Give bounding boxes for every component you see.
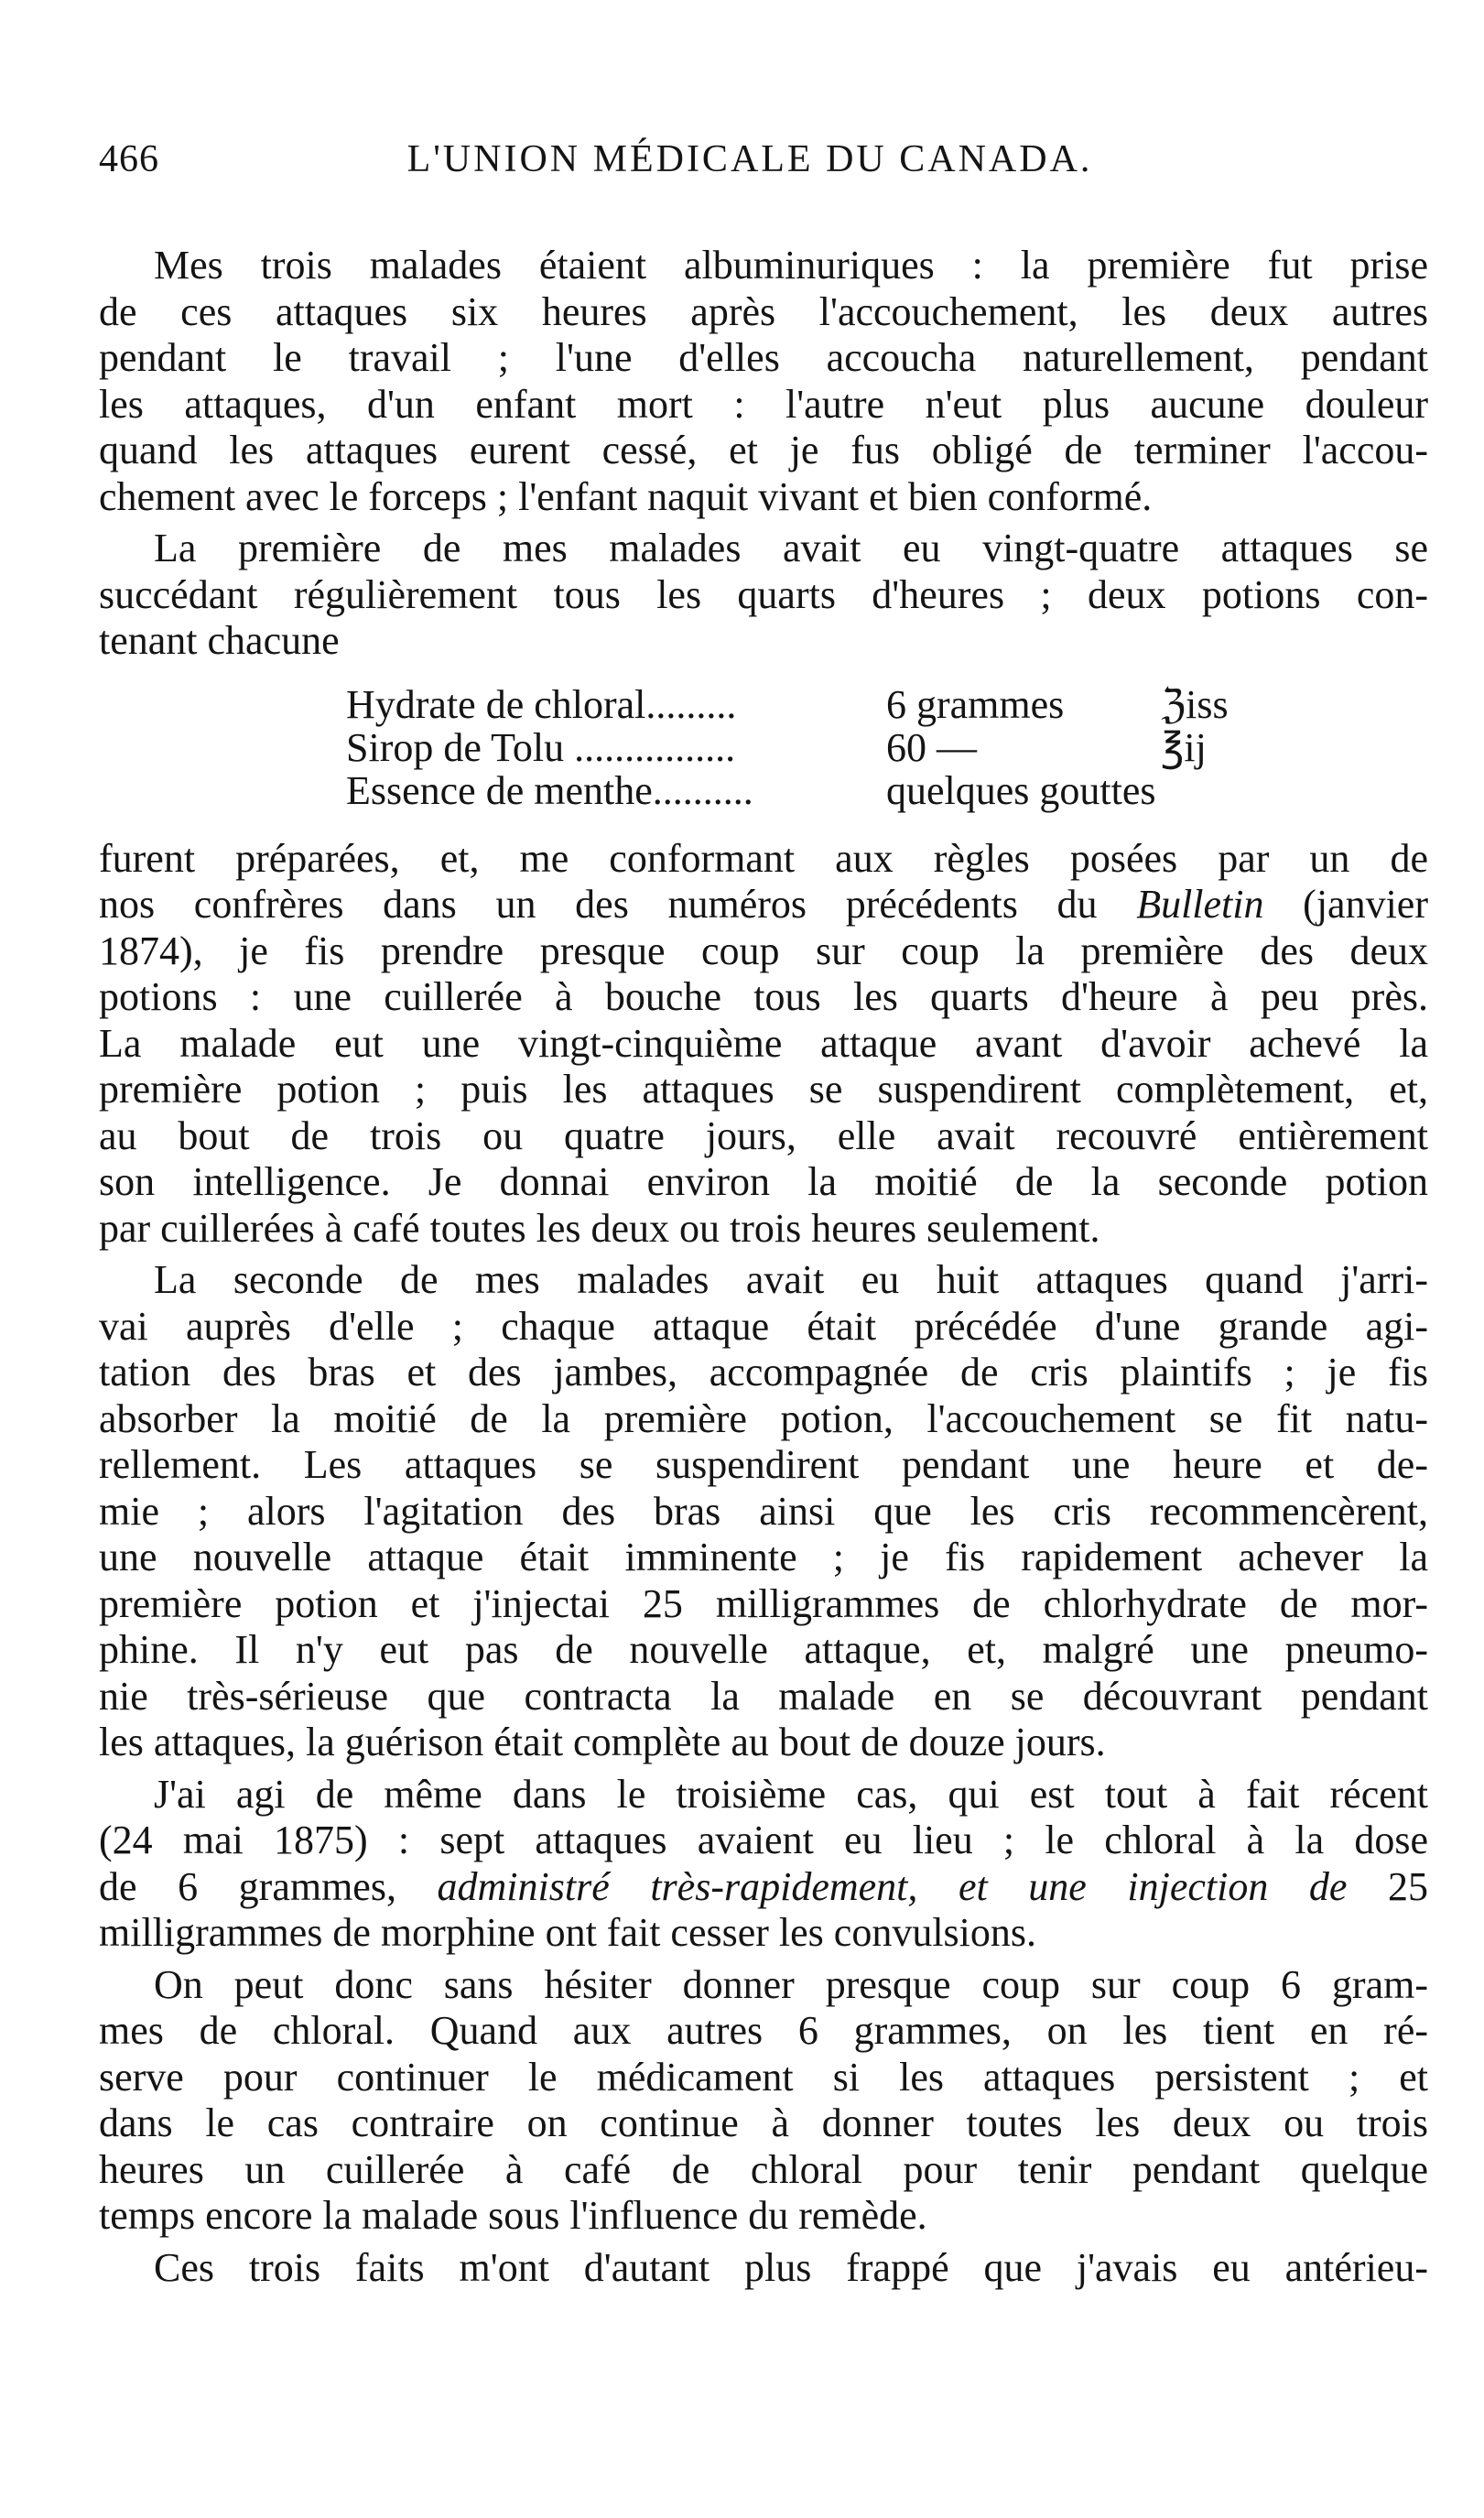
text-line: On peut donc sans hésiter donner presque coup sur coup 6 gram- bbox=[154, 1961, 1428, 2007]
text-segment: de 6 grammes, bbox=[99, 1863, 438, 1909]
formula-ingredient: Hydrate de chloral......... bbox=[346, 681, 737, 727]
text-line: Mes trois malades étaient albuminuriques : la première fut prise bbox=[154, 243, 1428, 288]
text-line: tenant chacune bbox=[99, 618, 340, 663]
text-line: potions : une cuillerée à bouche tous les quarts d'heure à peu près. bbox=[99, 974, 1428, 1019]
text-line: serve pour continuer le médicament si les attaques persistent ; et bbox=[99, 2054, 1428, 2100]
formula-row bbox=[346, 683, 1289, 726]
journal-title: Bulletin bbox=[1136, 882, 1264, 927]
formula-ingredient: Sirop de Tolu ................ bbox=[346, 724, 736, 770]
text-line: La première de mes malades avait eu vingt-quatre attaques se bbox=[154, 526, 1428, 570]
text-line: phine. Il n'y eut pas de nouvelle attaque, et, malgré une pneumo- bbox=[99, 1627, 1428, 1672]
text-line: quand les attaques eurent cessé, et je fus obligé de terminer l'accou- bbox=[99, 428, 1428, 472]
text-line: milligrammes de morphine ont fait cesser les convulsions. bbox=[99, 1910, 1037, 1955]
document-page bbox=[99, 137, 1428, 2296]
article-body bbox=[99, 243, 1428, 2291]
text-line: première potion ; puis les attaques se suspendirent complètement, et, bbox=[99, 1067, 1428, 1112]
text-line: succédant régulièrement tous les quarts d'heures ; deux potions con- bbox=[99, 571, 1428, 617]
text-line: temps encore la malade sous l'influence du remède. bbox=[99, 2193, 927, 2238]
formula-row bbox=[346, 769, 1289, 812]
paragraph-4 bbox=[99, 1257, 1428, 1766]
text-line: dans le cas contraire on continue à donner toutes les deux ou trois bbox=[99, 2100, 1428, 2145]
formula-ingredient: Essence de menthe.......... bbox=[346, 767, 753, 813]
formula-apothecary-unit: ℥ij bbox=[1161, 724, 1207, 770]
text-line: tation des bras et des jambes, accompagnée de cris plaintifs ; je fis bbox=[99, 1350, 1428, 1395]
text-line: mie ; alors l'agitation des bras ainsi que les cris recommencèrent, bbox=[99, 1488, 1428, 1534]
formula-quantity: quelques gouttes bbox=[886, 767, 1156, 813]
text-segment: 25 bbox=[1347, 1863, 1429, 1909]
formula-apothecary-unit bbox=[1161, 769, 1289, 812]
paragraph-7 bbox=[99, 2245, 1428, 2292]
text-line: mes de chloral. Quand aux autres 6 grammes, on les tient en ré- bbox=[99, 2008, 1428, 2053]
text-line: rellement. Les attaques se suspendirent pendant une heure et de- bbox=[99, 1442, 1428, 1487]
formula-quantity: 60 — bbox=[886, 724, 977, 770]
text-line bbox=[99, 1864, 1428, 1911]
text-line: La seconde de mes malades avait eu huit attaques quand j'arri- bbox=[154, 1257, 1428, 1302]
text-line: furent préparées, et, me conformant aux règles posées par un de bbox=[99, 835, 1428, 881]
text-line bbox=[99, 882, 1428, 928]
text-line: par cuillerées à café toutes les deux ou trois heures seulement. bbox=[99, 1205, 1100, 1251]
running-title: L'UNION MÉDICALE DU CANADA. bbox=[406, 138, 1093, 180]
text-line: au bout de trois ou quatre jours, elle avait recouvré entièrement bbox=[99, 1112, 1428, 1158]
prescription-formula bbox=[346, 683, 1289, 812]
text-line: 1874), je fis prendre presque coup sur coup la première des deux bbox=[99, 928, 1428, 973]
text-line: J'ai agi de même dans le troisième cas, qui est tout à fait récent bbox=[154, 1771, 1428, 1817]
text-line: Ces trois faits m'ont d'autant plus frappé que j'avais eu antérieu- bbox=[154, 2244, 1428, 2290]
text-line: première potion et j'injectai 25 milligrammes de chlorhydrate de mor- bbox=[99, 1580, 1428, 1626]
text-line: absorber la moitié de la première potion, l'accouchement se fit natu- bbox=[99, 1395, 1428, 1441]
formula-quantity: 6 grammes bbox=[886, 681, 1065, 727]
text-line: pendant le travail ; l'une d'elles accoucha naturellement, pendant bbox=[99, 335, 1428, 380]
paragraph-5 bbox=[99, 1772, 1428, 1957]
italic-segment: administré très-rapidement, et une injection de bbox=[437, 1863, 1348, 1909]
text-line: son intelligence. Je donnai environ la moitié de la seconde potion bbox=[99, 1159, 1428, 1204]
formula-row bbox=[346, 726, 1289, 769]
paragraph-1 bbox=[99, 243, 1428, 520]
text-line: heures un cuillerée à café de chloral pour tenir pendant quelque bbox=[99, 2146, 1428, 2192]
page-number: 466 bbox=[99, 138, 159, 180]
paragraph-3 bbox=[99, 836, 1428, 1253]
text-segment: (janvier bbox=[1263, 882, 1428, 927]
text-line: les attaques, d'un enfant mort : l'autre n'eut plus aucune douleur bbox=[99, 381, 1428, 427]
text-line: une nouvelle attaque était imminente ; je fis rapidement achever la bbox=[99, 1535, 1428, 1579]
text-line: (24 mai 1875) : sept attaques avaient eu lieu ; le chloral à la dose bbox=[99, 1818, 1428, 1862]
paragraph-2 bbox=[99, 526, 1428, 665]
text-line: vai auprès d'elle ; chaque attaque était précédée d'une grande agi- bbox=[99, 1303, 1428, 1349]
text-line: de ces attaques six heures après l'accouchement, les deux autres bbox=[99, 288, 1428, 334]
text-line: La malade eut une vingt-cinquième attaque avant d'avoir achevé la bbox=[99, 1020, 1428, 1066]
text-segment: nos confrères dans un des numéros précédents du bbox=[99, 882, 1137, 927]
paragraph-6 bbox=[99, 1962, 1428, 2240]
formula-apothecary-unit: ℨiss bbox=[1161, 681, 1229, 727]
text-line: chement avec le forceps ; l'enfant naquit vivant et bien conformé. bbox=[99, 473, 1153, 519]
page-header bbox=[99, 137, 1428, 192]
text-line: les attaques, la guérison était complète au bout de douze jours. bbox=[99, 1720, 1106, 1764]
text-line: nie très-sérieuse que contracta la malade en se découvrant pendant bbox=[99, 1673, 1428, 1719]
